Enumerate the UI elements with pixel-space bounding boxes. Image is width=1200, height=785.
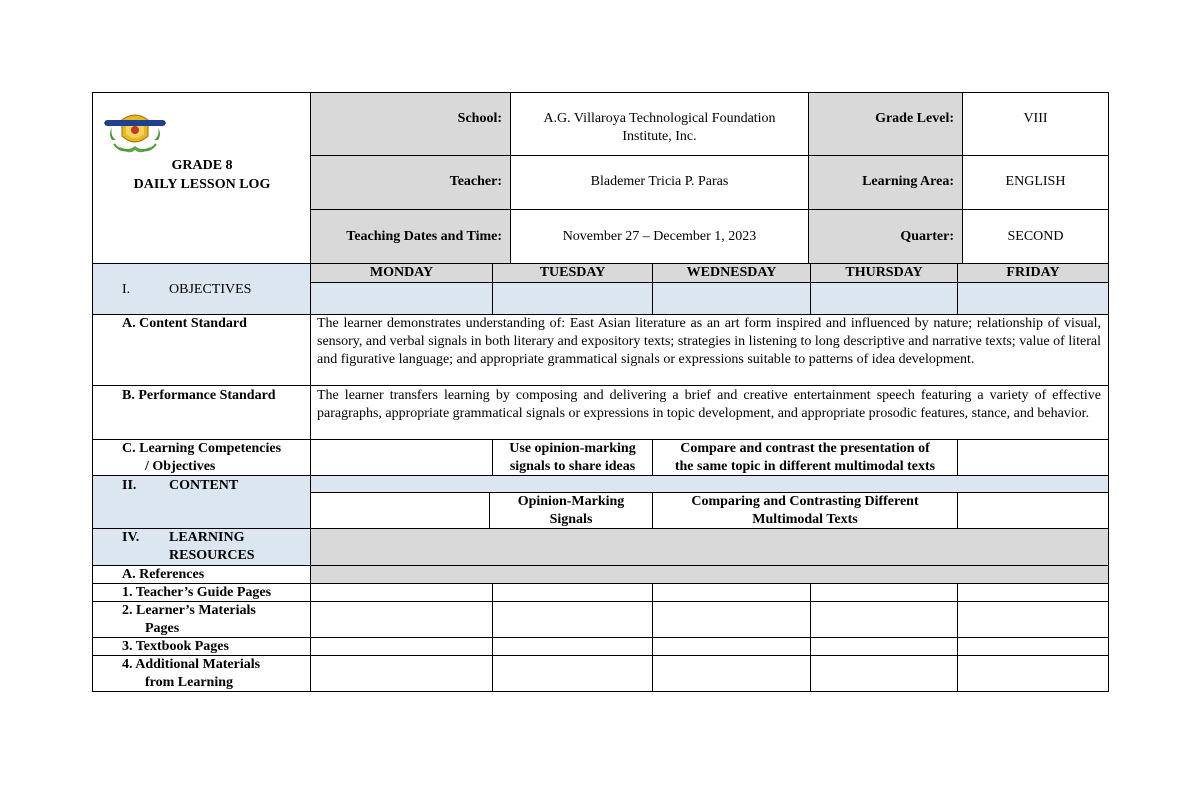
rule (957, 492, 958, 529)
objectives-label: OBJECTIVES (169, 282, 252, 297)
competencies-label-line2: / Objectives (145, 459, 216, 474)
learners-materials-label-line2: Pages (145, 621, 180, 636)
rule (957, 583, 958, 692)
rule (492, 583, 493, 692)
competencies-label-line1: C. Learning Competencies (122, 441, 282, 456)
grade-level-value: VIII (1023, 111, 1048, 126)
title-grade: GRADE 8 (171, 158, 233, 173)
quarter-value: SECOND (1007, 229, 1064, 244)
references-label: A. References (122, 567, 205, 582)
school-label: School: (457, 111, 502, 126)
dates-value: November 27 – December 1, 2023 (562, 229, 757, 244)
competency-tuesday-line1: Use opinion-marking (509, 441, 636, 456)
content-number: II. (122, 478, 137, 493)
competency-wednesday-line2: the same topic in different multimodal texts (674, 459, 936, 474)
dates-label: Teaching Dates and Time: (346, 229, 502, 244)
resources-number: IV. (122, 530, 140, 545)
table-border-right (1108, 92, 1109, 692)
day-header-tuesday: TUESDAY (539, 265, 606, 280)
rule (92, 385, 1109, 386)
resources-gray-cell (311, 528, 1108, 565)
objectives-day-cells (311, 282, 1108, 314)
school-value-line2: Institute, Inc. (622, 129, 697, 144)
content-tuesday-line2: Signals (549, 512, 593, 527)
additional-materials-label-line2: from Learning (145, 675, 234, 690)
grade-level-label: Grade Level: (875, 111, 954, 126)
content-wednesday-line1: Comparing and Contrasting Different (691, 494, 919, 509)
textbook-pages-label: 3. Textbook Pages (122, 639, 229, 654)
additional-materials-label-line1: 4. Additional Materials (122, 657, 261, 672)
objectives-number: I. (122, 282, 131, 297)
performance-standard-label: B. Performance Standard (122, 388, 276, 403)
content-tuesday-line1: Opinion-Marking (517, 494, 625, 509)
resources-label-line1: LEARNING (169, 530, 245, 545)
day-header-thursday: THURSDAY (845, 265, 923, 280)
competency-tuesday-line2: signals to share ideas (509, 459, 636, 474)
resources-label-line2: RESOURCES (169, 548, 255, 563)
rule (652, 583, 653, 692)
learners-materials-label-line1: 2. Learner’s Materials (122, 603, 256, 618)
teachers-guide-label: 1. Teacher’s Guide Pages (122, 585, 272, 600)
school-value-line1: A.G. Villaroya Technological Foundation (543, 111, 776, 126)
rule (311, 209, 1109, 210)
content-wednesday-line2: Multimodal Texts (752, 512, 858, 527)
learning-area-value: ENGLISH (1005, 174, 1066, 189)
competency-wednesday-line1: Compare and contrast the presentation of (680, 441, 930, 456)
quarter-label: Quarter: (900, 229, 954, 244)
rule (311, 282, 1109, 283)
references-gray-cell (311, 565, 1108, 583)
rule (311, 155, 1109, 156)
content-standard-label: A. Content Standard (122, 316, 247, 331)
content-standard-text: The learner demonstrates understanding of: East Asian literature as an art form inspired and influenced by nature; relationship of visual, sensory, and verbal signals in both literary and expository texts; strategies in listening to long descriptive and narrative texts; value of literal and figurative language; and appropriate grammatical signals or expressions suitable to patterns of idea development. (317, 316, 1101, 367)
day-header-wednesday: WEDNESDAY (686, 265, 777, 280)
school-seal-logo (104, 106, 166, 158)
teacher-label: Teacher: (449, 174, 502, 189)
day-header-friday: FRIDAY (1006, 265, 1060, 280)
title-daily-lesson-log: DAILY LESSON LOG (133, 177, 271, 192)
table-border-top (92, 92, 1109, 93)
learning-area-label: Learning Area: (862, 174, 954, 189)
performance-standard-text: The learner transfers learning by composing and delivering a brief and creative entertainment speech featuring a variety of effective paragraphs, appropriate grammatical signals or expressions in topic development, and appropriate prosodic features, stance, and behavior. (317, 388, 1101, 421)
rule (810, 583, 811, 692)
rule (92, 565, 1109, 566)
day-header-monday: MONDAY (369, 265, 434, 280)
teacher-value: Blademer Tricia P. Paras (590, 174, 729, 189)
content-strip (311, 475, 1108, 492)
content-label: CONTENT (169, 478, 239, 493)
rule (957, 439, 958, 476)
